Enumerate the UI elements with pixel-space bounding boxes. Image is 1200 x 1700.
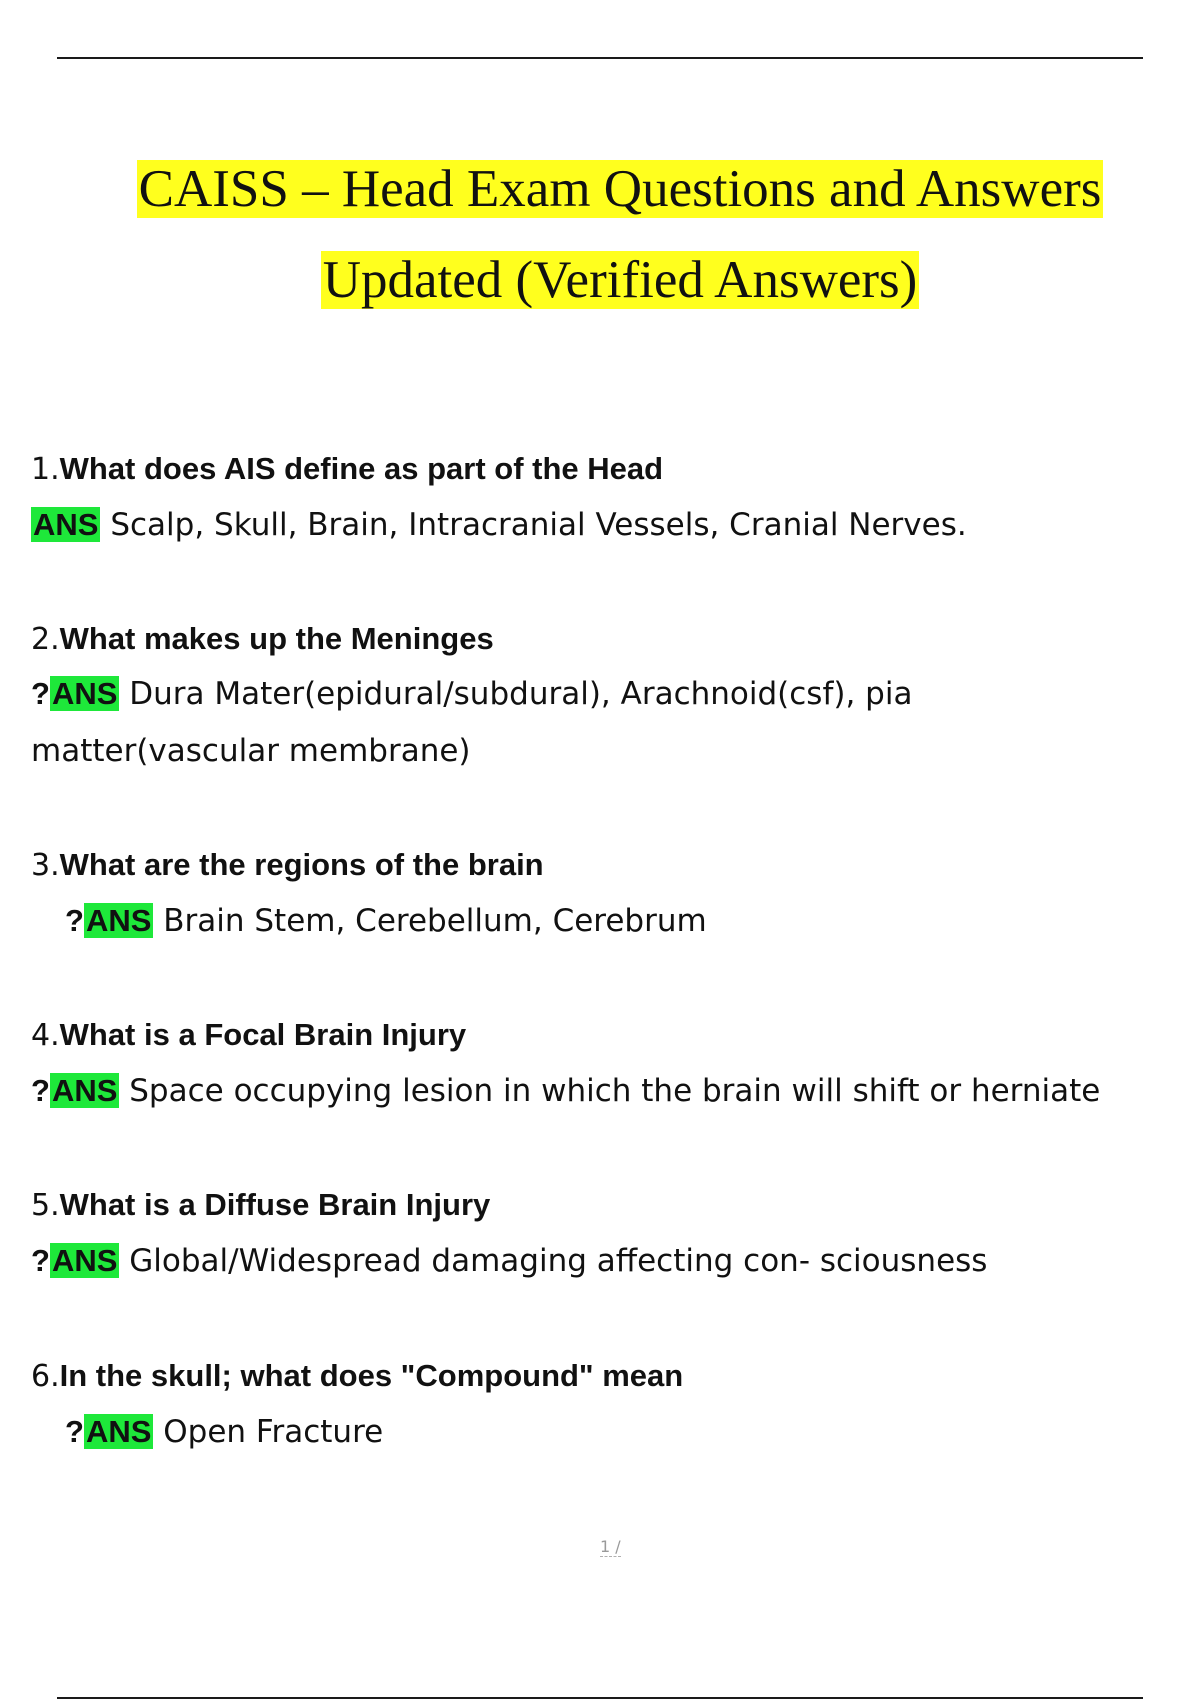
question-text: What is a Diffuse Brain Injury — [59, 1187, 491, 1222]
ans-label: ANS — [85, 1414, 152, 1449]
answer-6 — [65, 1412, 383, 1452]
question-1 — [31, 451, 663, 488]
question-number: 3. — [31, 848, 60, 883]
question-text: What is a Focal Brain Injury — [59, 1017, 467, 1052]
question-text: In the skull; what does "Compound" mean — [59, 1358, 684, 1393]
page-number: 1 / — [600, 1537, 621, 1556]
question-text: What does AIS define as part of the Head — [59, 451, 664, 486]
ans-label: ANS — [51, 1073, 118, 1108]
bottom-rule — [57, 1697, 1143, 1699]
title-line-2: Updated (Verified Answers) — [322, 251, 918, 309]
ans-label: ANS — [51, 1243, 118, 1278]
ans-label: ANS — [85, 903, 152, 938]
top-rule — [57, 57, 1143, 59]
question-text: What makes up the Meninges — [59, 621, 494, 656]
question-2 — [31, 621, 494, 658]
question-number: 6. — [31, 1359, 60, 1394]
answer-3 — [65, 901, 707, 941]
question-marker: ? — [65, 1414, 84, 1449]
document-subtitle — [0, 249, 1200, 311]
answer-4 — [31, 1071, 1100, 1111]
answer-1 — [31, 505, 967, 545]
question-5 — [31, 1187, 490, 1224]
answer-text: Global/Widespread damaging affecting con- sciousness — [129, 1243, 988, 1279]
question-number: 1. — [31, 452, 60, 487]
answer-text: Dura Mater(epidural/subdural), Arachnoid(csf), pia — [129, 676, 913, 712]
question-4 — [31, 1017, 466, 1054]
question-marker: ? — [31, 676, 50, 711]
question-3 — [31, 847, 544, 884]
question-number: 2. — [31, 622, 60, 657]
answer-text: Scalp, Skull, Brain, Intracranial Vessels, Cranial Nerves. — [110, 507, 967, 543]
answer-2 — [31, 674, 912, 714]
question-marker: ? — [31, 1073, 50, 1108]
question-text: What are the regions of the brain — [59, 847, 544, 882]
question-number: 5. — [31, 1188, 60, 1223]
question-marker: ? — [31, 1243, 50, 1278]
answer-5 — [31, 1241, 987, 1281]
question-marker: ? — [65, 903, 84, 938]
question-6 — [31, 1358, 683, 1395]
answer-text: Brain Stem, Cerebellum, Cerebrum — [163, 903, 707, 939]
ans-label: ANS — [33, 507, 99, 542]
question-number: 4. — [31, 1018, 60, 1053]
document-title — [0, 158, 1200, 220]
answer-2-continued: matter(vascular membrane) — [31, 733, 471, 769]
answer-text: Open Fracture — [163, 1414, 384, 1450]
ans-label: ANS — [51, 676, 118, 711]
title-line-1: CAISS – Head Exam Questions and Answers — [138, 160, 1102, 218]
answer-text: Space occupying lesion in which the brain will shift or herniate — [129, 1073, 1101, 1109]
